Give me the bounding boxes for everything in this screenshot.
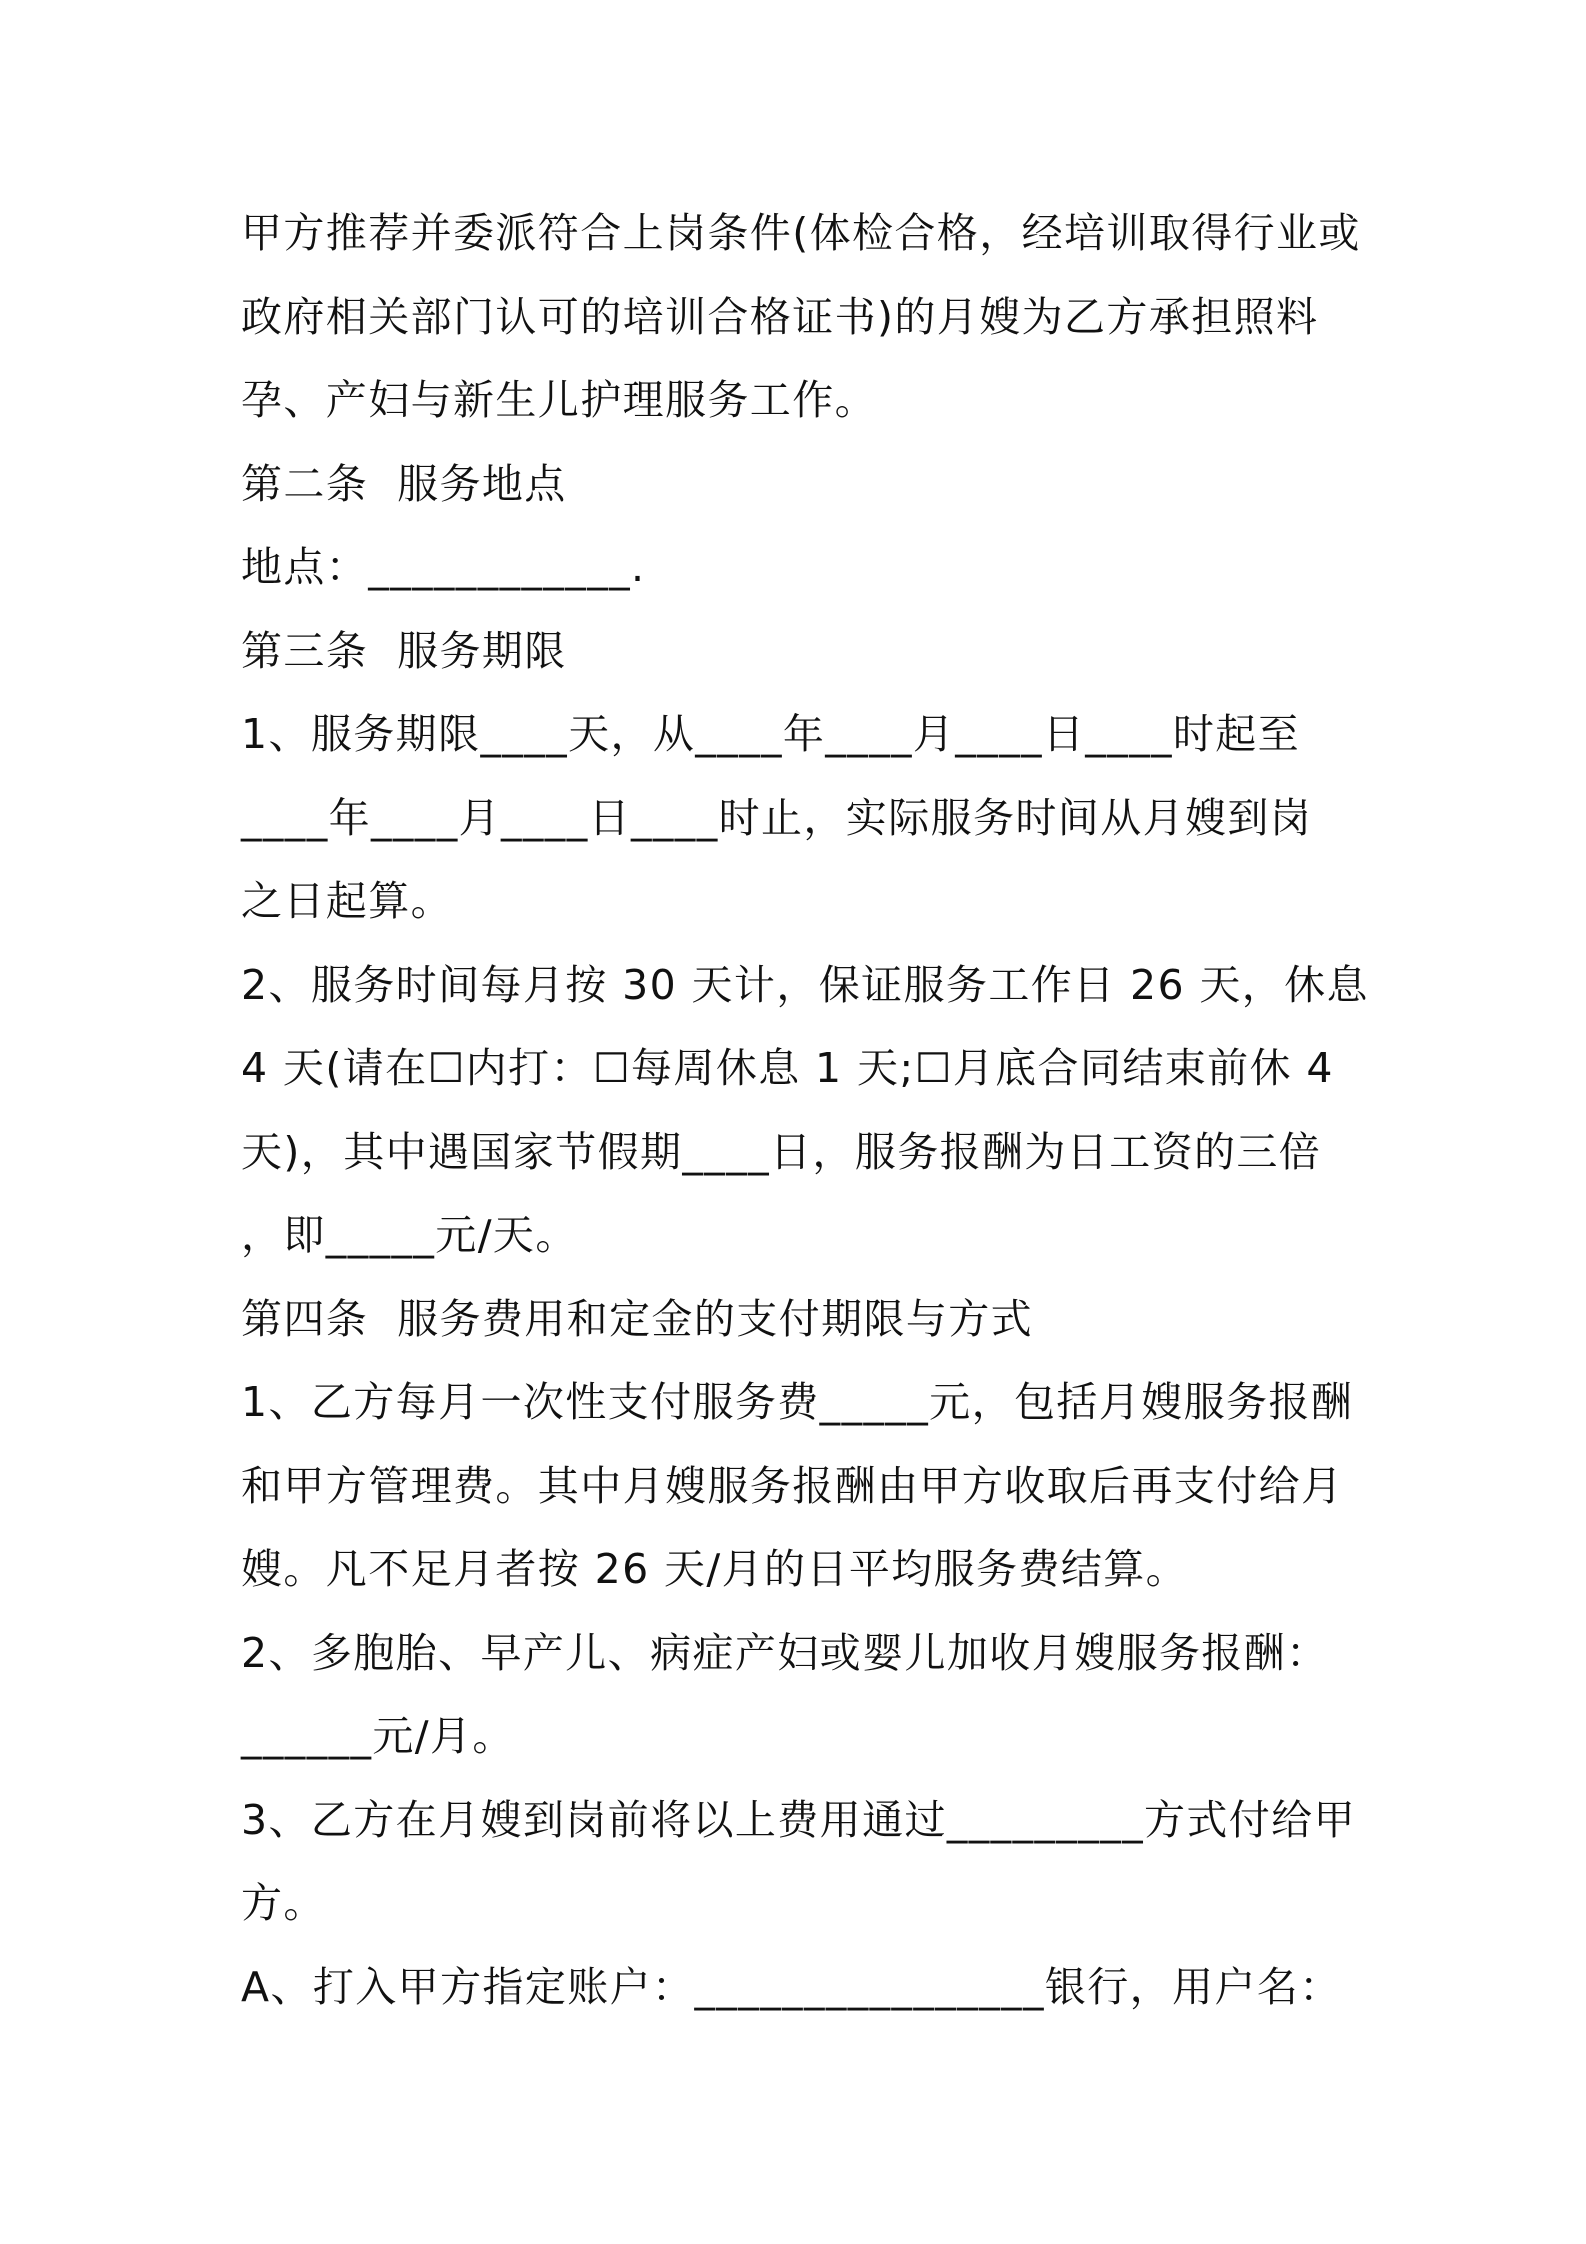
paragraph-line: 甲方推荐并委派符合上岗条件(体检合格，经培训取得行业或 <box>241 209 1361 257</box>
paragraph-line: 政府相关部门认可的培训合格证书)的月嫂为乙方承担照料 <box>241 292 1319 341</box>
paragraph-line: A、打入甲方指定账户：________________银行，用户名： <box>241 1962 1342 2011</box>
paragraph-line: 方。 <box>241 1879 326 1927</box>
paragraph-line: 3、乙方在月嫂到岗前将以上费用通过_________方式付给甲 <box>241 1795 1356 1844</box>
paragraph-line: 2、多胞胎、早产儿、病症产妇或婴儿加收月嫂服务报酬： <box>241 1628 1329 1677</box>
paragraph-line: 嫂。凡不足月者按 26 天/月的日平均服务费结算。 <box>241 1545 1189 1593</box>
paragraph-line: 和甲方管理费。其中月嫂服务报酬由甲方收取后再支付给月 <box>241 1461 1344 1510</box>
section-heading-2: 第二条 服务地点 <box>241 459 567 508</box>
paragraph-line: 1、乙方每月一次性支付服务费_____元，包括月嫂服务报酬 <box>241 1378 1354 1426</box>
section-heading-3: 第三条 服务期限 <box>241 626 567 675</box>
section-heading-4: 第四条 服务费用和定金的支付期限与方式 <box>241 1294 1034 1343</box>
paragraph-line: 1、服务期限____天，从____年____月____日____时起至 <box>241 710 1301 758</box>
contract-text <box>241 192 1369 2029</box>
paragraph-line: ______元/月。 <box>241 1712 515 1760</box>
location-field-line: 地点：____________. <box>241 543 646 591</box>
paragraph-line: 孕、产妇与新生儿护理服务工作。 <box>241 376 877 424</box>
paragraph-line: 天)，其中遇国家节假期____日，服务报酬为日工资的三倍 <box>241 1127 1322 1176</box>
paragraph-line: ，即_____元/天。 <box>241 1211 578 1259</box>
paragraph-line: 2、服务时间每月按 30 天计，保证服务工作日 26 天，休息 <box>241 960 1369 1009</box>
paragraph-line: ____年____月____日____时止，实际服务时间从月嫂到岗 <box>241 793 1313 842</box>
paragraph-line: 4 天(请在☐内打：☐每周休息 1 天;☐月底合同结束前休 4 <box>241 1044 1334 1092</box>
paragraph-line: 之日起算。 <box>241 877 453 925</box>
